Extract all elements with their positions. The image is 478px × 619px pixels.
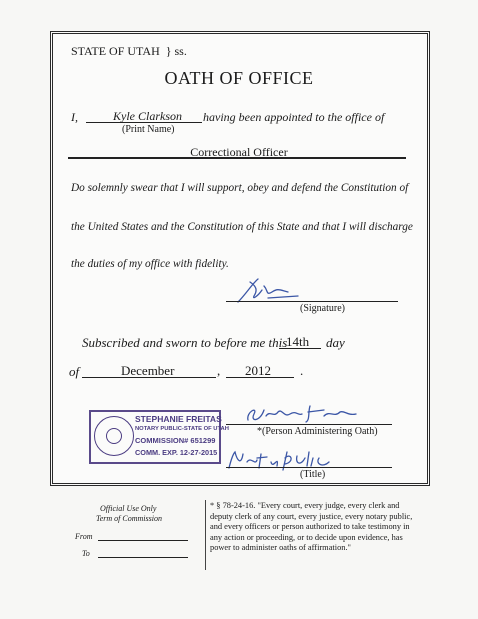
month-value: December [121, 363, 175, 378]
stamp-line-2: NOTARY PUBLIC-STATE OF UTAH [135, 426, 229, 432]
title-line [226, 467, 392, 468]
of-label: of [69, 364, 80, 379]
print-name-label: (Print Name) [122, 124, 175, 135]
oath-text-line-2: the United States and the Constitution of this State and that I will discharge [71, 221, 413, 233]
year-value: 2012 [245, 363, 271, 378]
state-seal-icon [94, 416, 134, 456]
from-line [98, 540, 188, 541]
term-label: Term of Commission [96, 514, 162, 523]
day-value: 14th [286, 334, 310, 349]
notary-stamp [89, 410, 229, 464]
page-title: OATH OF OFFICE [164, 68, 314, 88]
signature-label: (Signature) [300, 303, 345, 314]
from-label: From [75, 532, 93, 541]
stamp-commission: COMMISSION# 651299 [135, 436, 216, 445]
oath-text-line-1: Do solemnly swear that I will support, obey and defend the Constitution of [71, 182, 409, 194]
administrator-label: *(Person Administering Oath) [257, 426, 378, 437]
title-label: (Title) [300, 469, 326, 480]
statute-line: any action or proceeding, or to decide upon evidence, has [210, 532, 403, 542]
office-value: Correctional Officer [190, 145, 288, 159]
administrator-line [226, 424, 392, 425]
administrator-signature [244, 402, 364, 426]
statute-note [210, 501, 412, 554]
to-label: To [82, 549, 90, 558]
appointed-text: having been appointed to the office of [203, 110, 385, 124]
state-label: STATE OF UTAH } ss. [71, 44, 187, 58]
signature-line [226, 301, 398, 302]
statute-line: deputy clerk of any court, every justice, every notary public, [210, 511, 413, 521]
statute-line: power to administer oaths of affirmation." [210, 543, 351, 552]
comma: , [217, 363, 221, 378]
stamp-expiration: COMM. EXP. 12-27-2015 [135, 448, 218, 457]
footer-divider [205, 500, 206, 570]
period: . [300, 363, 304, 378]
to-line [98, 557, 188, 558]
oath-text-line-3: the duties of my office with fidelity. [71, 258, 229, 270]
office-line [68, 157, 406, 159]
print-name-value: Kyle Clarkson [113, 109, 182, 123]
official-use-label: Official Use Only [100, 504, 157, 513]
stamp-name: STEPHANIE FREITAS [135, 414, 222, 424]
statute-line: and every officers or person authorized to take testimony in [210, 522, 410, 531]
statute-line: * § 78-24-16. "Every court, every judge, every clerk and [210, 501, 400, 510]
subscribed-text: Subscribed and sworn to before me this [82, 335, 288, 350]
i-label: I, [71, 110, 78, 124]
day-label: day [326, 335, 345, 350]
